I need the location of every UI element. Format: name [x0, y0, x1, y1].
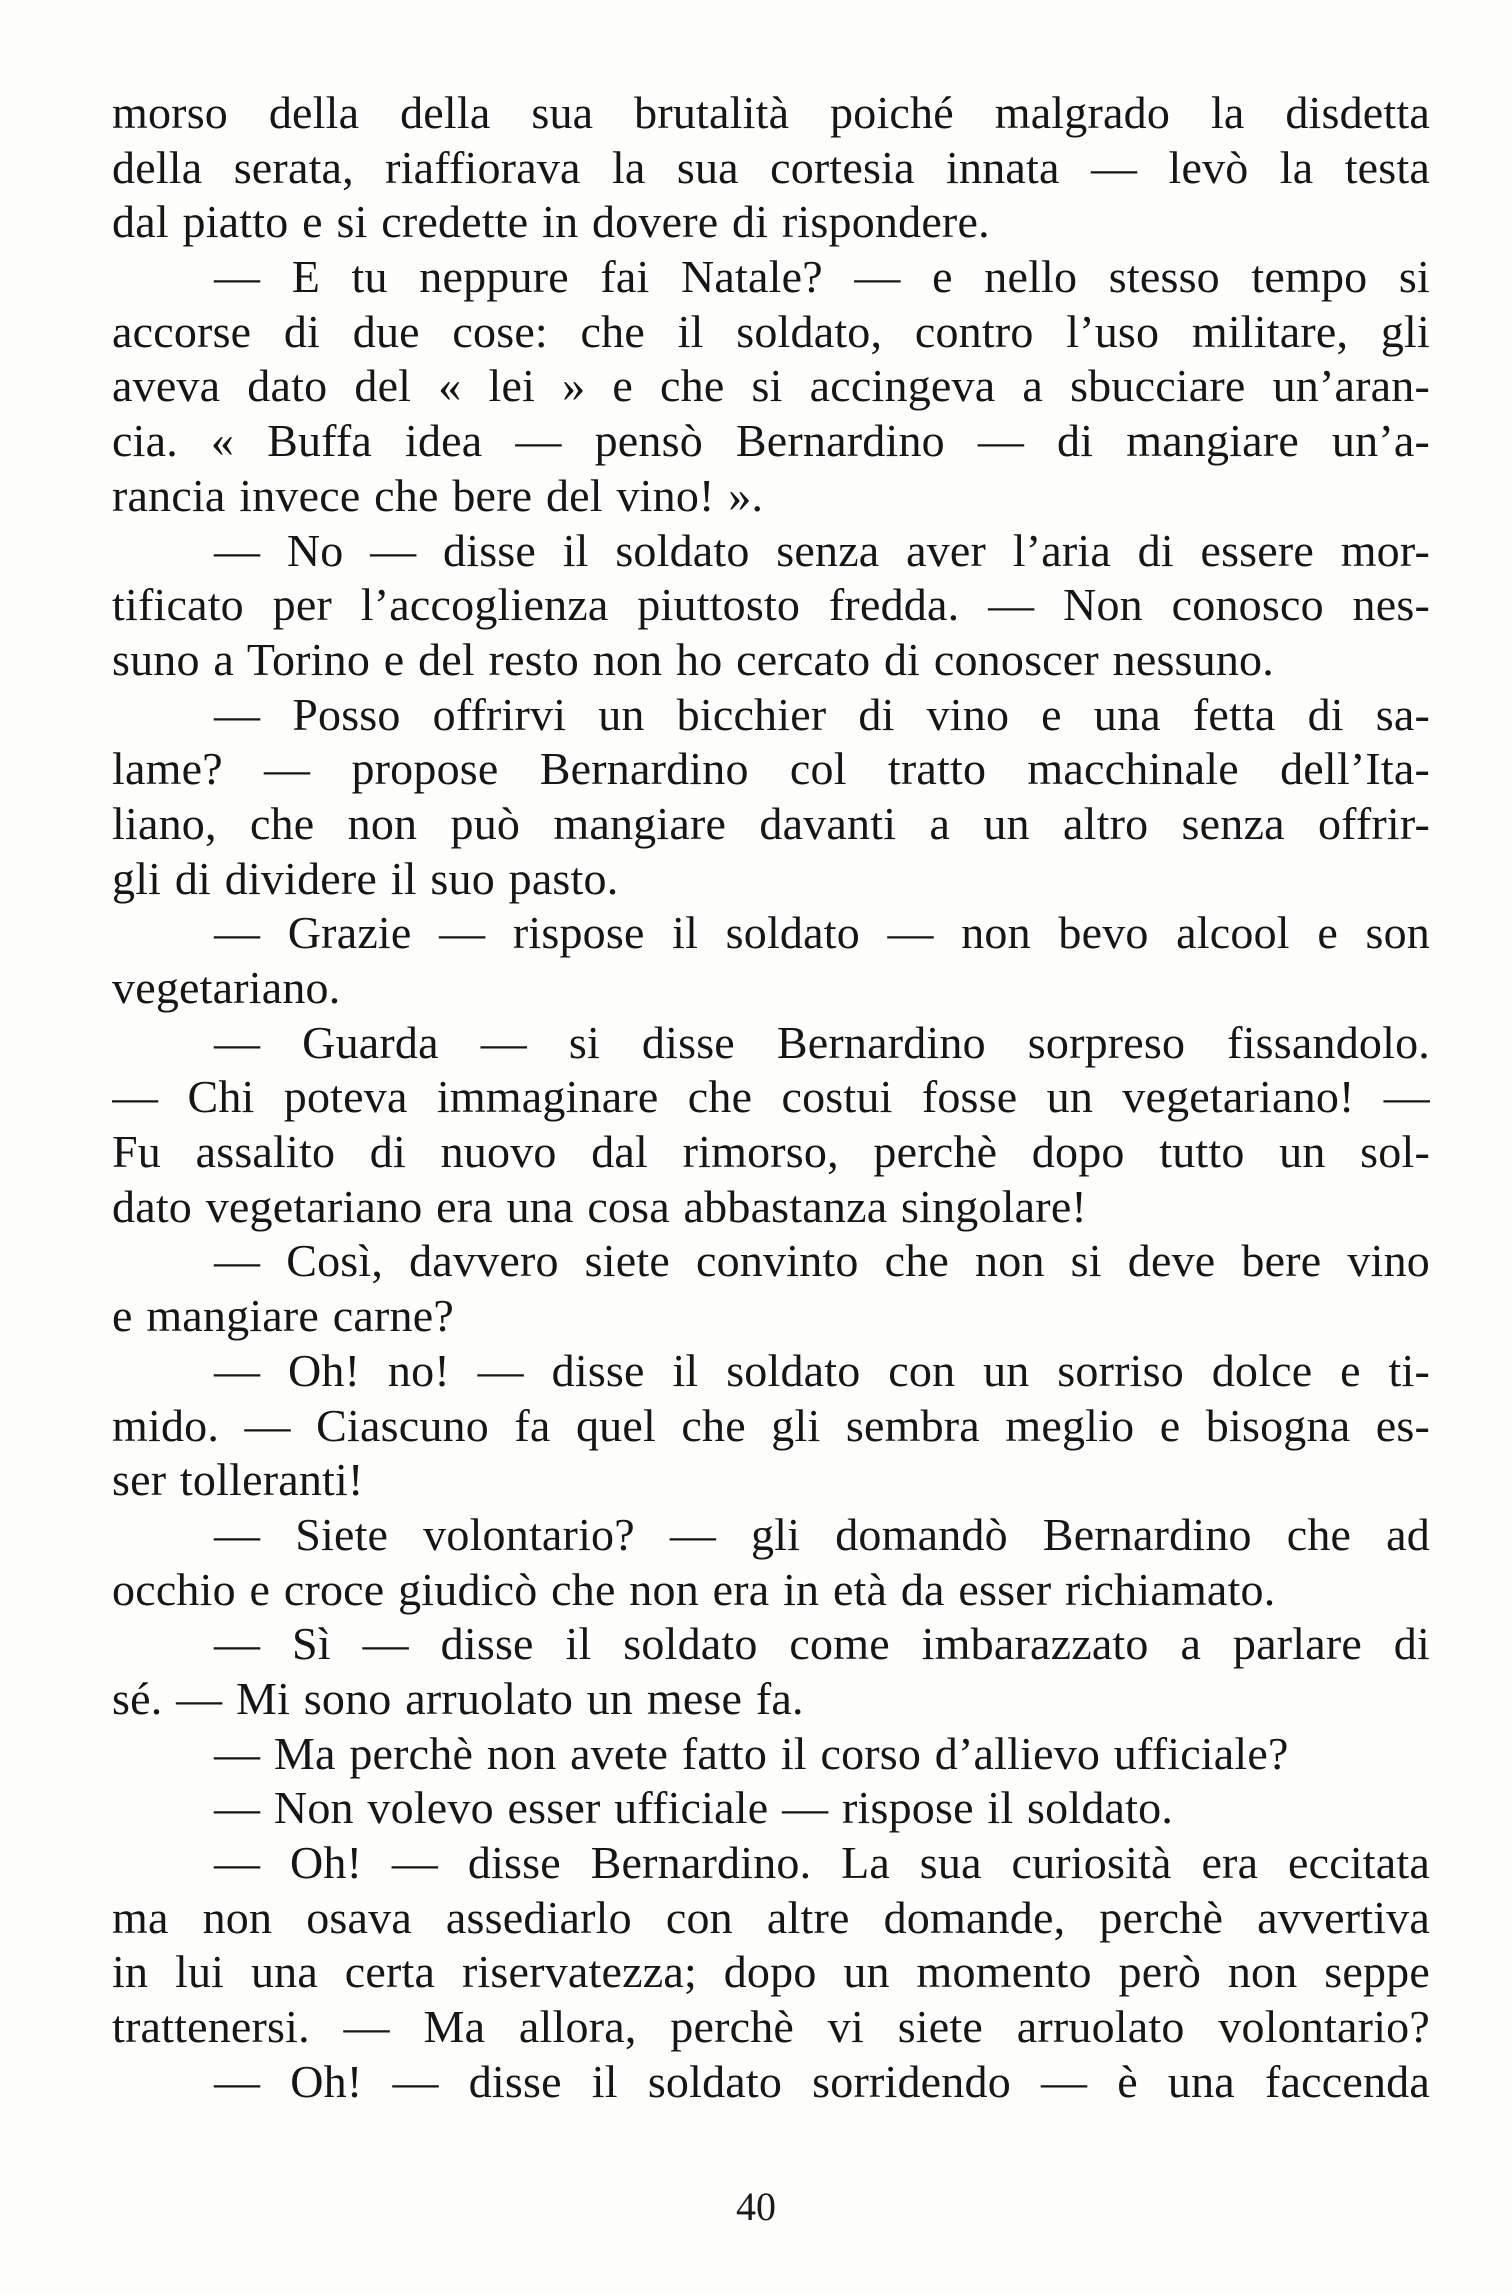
- text-line: — Sì — disse il soldato come imbarazzato a parlare di: [214, 1618, 1430, 1670]
- text-line: — Oh! — disse il soldato sorridendo — è una faccenda: [214, 2055, 1430, 2107]
- text-line: — Ma perchè non avete fatto il corso d’allievo ufficiale?: [214, 1727, 1289, 1779]
- text-line: — No — disse il soldato senza aver l’aria di essere mor-: [214, 524, 1430, 576]
- text-line: — Guarda — si disse Bernardino sorpreso fissandolo.: [214, 1016, 1430, 1068]
- text-line: in lui una certa riservatezza; dopo un momento però non seppe: [112, 1946, 1430, 1998]
- text-line: accorse di due cose: che il soldato, contro l’uso militare, gli: [112, 305, 1430, 357]
- text-line: tificato per l’accoglienza piuttosto fredda. — Non conosco nes-: [112, 579, 1430, 631]
- text-line: — Posso offrirvi un bicchier di vino e una fetta di sa-: [214, 688, 1430, 740]
- text-line: lame? — propose Bernardino col tratto macchinale dell’Ita-: [112, 743, 1430, 795]
- text-line: trattenersi. — Ma allora, perchè vi siete arruolato volontario?: [112, 2001, 1430, 2053]
- text-line: dal piatto e si credette in dovere di rispondere.: [112, 196, 990, 248]
- text-line: sé. — Mi sono arruolato un mese fa.: [112, 1672, 804, 1724]
- body-text: [112, 86, 1430, 2109]
- text-line: gli di dividere il suo pasto.: [112, 852, 619, 904]
- text-line: dato vegetariano era una cosa abbastanza singolare!: [112, 1180, 1087, 1232]
- text-line: — Chi poteva immaginare che costui fosse un vegetariano! —: [112, 1071, 1430, 1123]
- text-line: vegetariano.: [112, 962, 341, 1013]
- text-line: — Grazie — rispose il soldato — non bevo alcool e son: [214, 907, 1430, 959]
- text-line: e mangiare carne?: [112, 1290, 454, 1342]
- text-line: della serata, riaffiorava la sua cortesia innata — levò la testa: [112, 141, 1430, 193]
- text-line: mido. — Ciascuno fa quel che gli sembra meglio e bisogna es-: [112, 1399, 1430, 1451]
- text-line: — Non volevo esser ufficiale — rispose il soldato.: [214, 1782, 1174, 1834]
- text-line: — Oh! — disse Bernardino. La sua curiosità era eccitata: [214, 1837, 1430, 1888]
- text-line: — E tu neppure fai Natale? — e nello stesso tempo si: [214, 251, 1430, 303]
- text-line: liano, che non può mangiare davanti a un altro senza offrir-: [112, 797, 1430, 849]
- text-line: ser tolleranti!: [112, 1454, 364, 1506]
- text-line: cia. « Buffa idea — pensò Bernardino — di mangiare un’a-: [112, 415, 1430, 467]
- page-number: 40: [736, 2184, 776, 2229]
- text-line: — Siete volontario? — gli domandò Bernardino che ad: [214, 1508, 1430, 1560]
- text-line: aveva dato del « lei » e che si accingeva a sbucciare un’aran-: [112, 360, 1430, 412]
- text-line: suno a Torino e del resto non ho cercato di conoscer nessuno.: [112, 633, 1274, 685]
- text-line: rancia invece che bere del vino! ».: [112, 469, 764, 521]
- text-line: — Oh! no! — disse il soldato con un sorriso dolce e ti-: [214, 1344, 1430, 1396]
- text-line: Fu assalito di nuovo dal rimorso, perchè dopo tutto un sol-: [112, 1126, 1430, 1178]
- text-line: ma non osava assediarlo con altre domande, perchè avvertiva: [112, 1891, 1430, 1943]
- text-line: occhio e croce giudicò che non era in età da esser richiamato.: [112, 1563, 1276, 1615]
- text-line: morso della della sua brutalità poiché malgrado la disdetta: [112, 87, 1430, 138]
- text-line: — Così, davvero siete convinto che non si deve bere vino: [214, 1235, 1430, 1287]
